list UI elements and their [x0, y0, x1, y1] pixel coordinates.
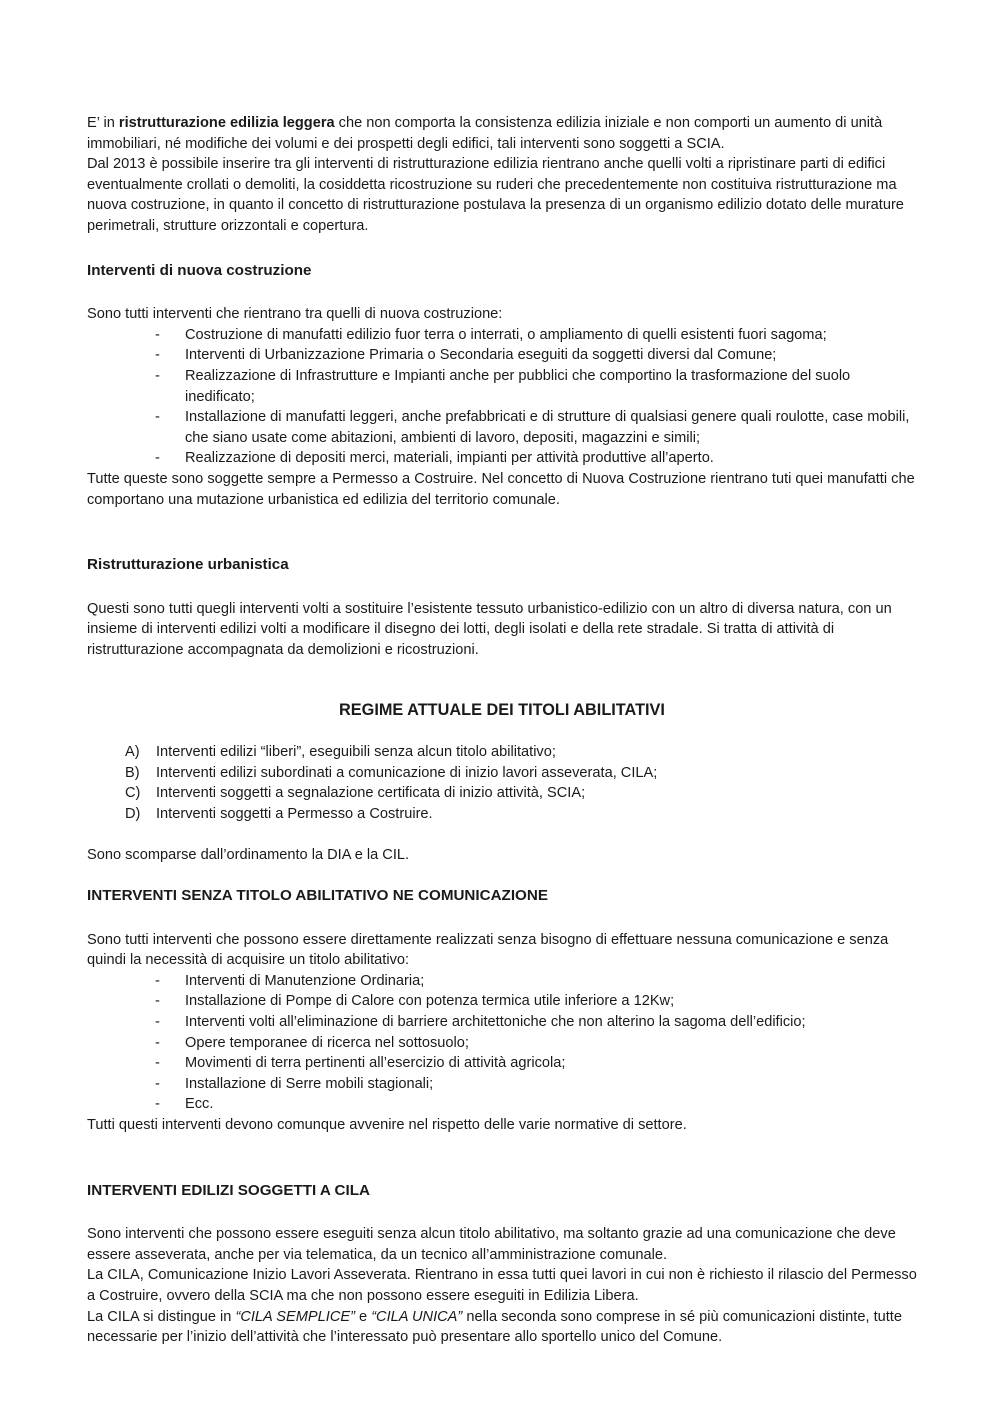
intro-rest: che non comporta la consistenza edilizia iniziale e non comporti un aumento di unità immobiliari, né modifiche dei volumi e dei prospetti degli edifici, tali interventi sono soggetti a SCIA.	[87, 115, 883, 152]
list-marker: C)	[125, 785, 141, 802]
intro-paragraph-2: Dal 2013 è possibile inserire tra gli interventi di ristrutturazione edilizia rientrano anche quelli volti a ripristinare parti di edifici eventualmente crollati o demoliti, la cosiddetta ricostruzione su ruderi che precedentemente non costituiva ristrutturazione ma nuova costruzione, in quanto il concetto di ristrutturazione postulava la presenza di un organismo edilizio dotato delle murature perimetrali, strutture orizzontali e copertura.	[87, 156, 904, 234]
section-heading-senza-titolo: INTERVENTI SENZA TITOLO ABILITATIVO NE COMUNICAZIONE	[87, 887, 548, 905]
section-heading-nuova-costruzione: Interventi di nuova costruzione	[87, 261, 312, 279]
list-marker: B)	[125, 764, 140, 781]
list-item: - Installazione di Pompe di Calore con potenza termica utile inferiore a 12Kw;	[185, 991, 917, 1012]
list-item: - Realizzazione di Infrastrutture e Impianti anche per pubblici che comportino la trasformazione del suolo inedificato;	[185, 366, 917, 407]
urbanistica-text: Questi sono tutti quegli interventi volti a sostituire l’esistente tessuto urbanistico-edilizio con un altro di diversa natura, con un insieme di interventi edilizi volti a modificare il disegno dei lotti, degli isolati e della rete stradale. Si tratta di attività di ristrutturazione accompagnata da demolizioni e ricostruzioni.	[87, 600, 892, 658]
list-item: - Ecc.	[185, 1094, 917, 1115]
list-item	[125, 742, 917, 763]
senza-titolo-list	[87, 971, 917, 1115]
cila-p3-a: La CILA si distingue in	[87, 1308, 236, 1325]
list-marker: A)	[125, 744, 140, 761]
nuova-tail: Tutte queste sono soggette sempre a Permesso a Costruire. Nel concetto di Nuova Costruzione rientrano tuti quei manufatti che comportano una mutazione urbanistica ed edilizia del territorio comunale.	[87, 470, 915, 508]
cila-unica-term: “CILA UNICA”	[371, 1308, 463, 1325]
list-item: - Interventi di Urbanizzazione Primaria o Secondaria eseguiti da soggetti diversi dal Comune;	[185, 345, 917, 366]
list-item: - Movimenti di terra pertinenti all’esercizio di attività agricola;	[185, 1053, 917, 1074]
cila-p3-c: nella seconda sono comprese in sé più comunicazioni distinte, tutte necessarie per l’inizio dell’attività che l’interessato può presentare allo sportello unico del Comune.	[87, 1308, 902, 1346]
regime-title: REGIME ATTUALE DEI TITOLI ABILITATIVI	[339, 701, 665, 720]
list-item: - Realizzazione di depositi merci, materiali, impianti per attività produttive all’aperto.	[185, 448, 917, 469]
cila-p3-b: e	[354, 1308, 372, 1325]
list-item	[125, 804, 917, 825]
senza-titolo-lead: Sono tutti interventi che possono essere direttamente realizzati senza bisogno di effettuare nessuna comunicazione e senza quindi la necessità di acquisire un titolo abilitativo:	[87, 931, 889, 969]
senza-titolo-tail: Tutti questi interventi devono comunque avvenire nel rispetto delle varie normative di settore.	[87, 1116, 687, 1133]
intro-bold-term: ristrutturazione edilizia leggera	[118, 115, 335, 131]
list-item-text: Interventi soggetti a Permesso a Costruire.	[156, 805, 433, 822]
list-item: - Interventi volti all’eliminazione di barriere architettoniche che non alterino la sagoma dell’edificio;	[185, 1012, 917, 1033]
intro-paragraph-1	[87, 113, 917, 154]
list-item-text: Interventi edilizi subordinati a comunicazione di inizio lavori asseverata, CILA;	[156, 764, 658, 781]
list-item-text: Interventi edilizi “liberi”, eseguibili senza alcun titolo abilitativo;	[156, 744, 556, 761]
list-item	[125, 763, 917, 784]
nuova-list	[87, 325, 917, 469]
regime-list	[87, 742, 917, 824]
document-page	[87, 113, 917, 1348]
section-heading-ristrutturazione-urbanistica: Ristrutturazione urbanistica	[87, 556, 289, 574]
regime-note: Sono scomparse dall’ordinamento la DIA e la CIL.	[87, 847, 410, 864]
nuova-lead: Sono tutti interventi che rientrano tra quelli di nuova costruzione:	[87, 306, 503, 323]
cila-paragraph-3	[87, 1307, 917, 1348]
list-item-text: Interventi soggetti a segnalazione certificata di inizio attività, SCIA;	[156, 785, 586, 802]
cila-paragraph-2: La CILA, Comunicazione Inizio Lavori Asseverata. Rientrano in essa tutti quei lavori in cui non è richiesto il rilascio del Permesso a Costruire, ovvero della SCIA ma che non possono essere eseguiti in Edilizia Libera.	[87, 1267, 917, 1304]
list-item: - Interventi di Manutenzione Ordinaria;	[185, 971, 917, 992]
list-item: - Costruzione di manufatti edilizio fuor terra o interrati, o ampliamento di quelli esistenti fuori sagoma;	[185, 325, 917, 346]
list-item: - Installazione di manufatti leggeri, anche prefabbricati e di strutture di qualsiasi genere quali roulotte, case mobili, che siano usate come abitazioni, ambienti di lavoro, depositi, magazzini e simili;	[185, 407, 917, 448]
list-marker: D)	[125, 805, 141, 822]
list-item: - Installazione di Serre mobili stagionali;	[185, 1074, 917, 1095]
list-item	[125, 783, 917, 804]
cila-semplice-term: “CILA SEMPLICE”	[235, 1308, 355, 1325]
list-item: - Opere temporanee di ricerca nel sottosuolo;	[185, 1033, 917, 1054]
section-heading-cila: INTERVENTI EDILIZI SOGGETTI A CILA	[87, 1181, 370, 1199]
cila-paragraph-1: Sono interventi che possono essere eseguiti senza alcun titolo abilitativo, ma soltanto grazie ad una comunicazione che deve essere asseverata, anche per via telematica, da un tecnico all’amministrazione comunale.	[87, 1226, 896, 1263]
intro-prefix: E’ in	[87, 115, 119, 131]
